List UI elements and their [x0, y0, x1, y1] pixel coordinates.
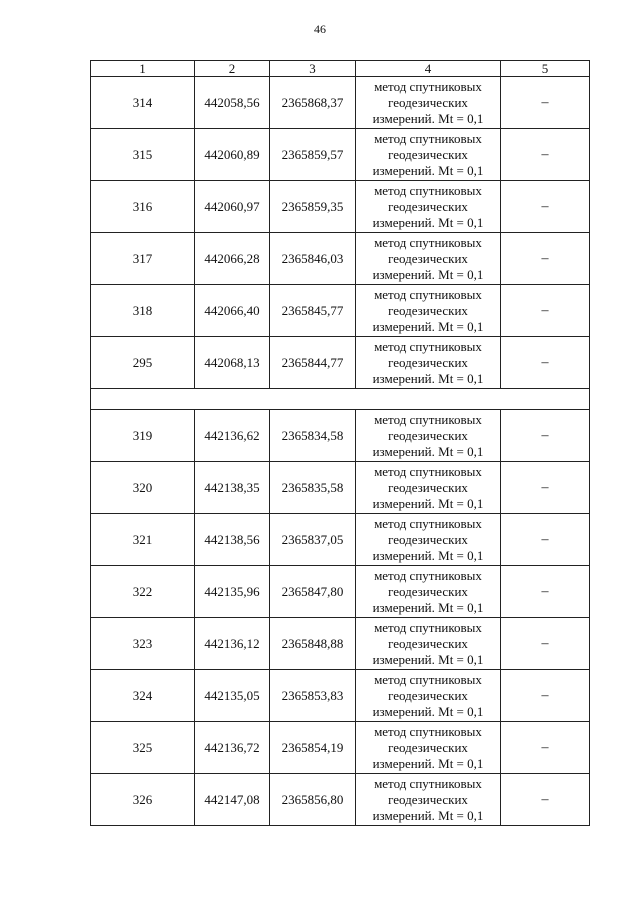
table-row — [91, 410, 590, 462]
point-number-cell: 326 — [91, 774, 195, 826]
method-line: метод спутниковых — [374, 671, 482, 687]
table-row — [91, 774, 590, 826]
method-line: измерений. Mt = 0,1 — [372, 651, 484, 667]
method-line: метод спутниковых — [374, 411, 482, 427]
method-line: измерений. Mt = 0,1 — [372, 807, 484, 823]
method-line: геодезических — [388, 198, 468, 214]
method-line: метод спутниковых — [374, 619, 482, 635]
table-row — [91, 566, 590, 618]
point-number-cell: 319 — [91, 410, 195, 462]
y-coordinate-cell: 2365853,83 — [270, 670, 356, 722]
x-coordinate-cell: 442138,35 — [195, 462, 270, 514]
point-number-cell: 322 — [91, 566, 195, 618]
column-header-4: 4 — [356, 61, 501, 77]
note-cell: – — [501, 129, 590, 181]
table-row — [91, 181, 590, 233]
note-cell: – — [501, 337, 590, 389]
method-line: измерений. Mt = 0,1 — [372, 370, 484, 386]
table-row — [91, 514, 590, 566]
x-coordinate-cell: 442068,13 — [195, 337, 270, 389]
method-line: геодезических — [388, 146, 468, 162]
method-line: геодезических — [388, 302, 468, 318]
note-cell: – — [501, 774, 590, 826]
method-line: геодезических — [388, 427, 468, 443]
note-cell: – — [501, 722, 590, 774]
note-cell: – — [501, 181, 590, 233]
method-line: геодезических — [388, 635, 468, 651]
note-cell: – — [501, 462, 590, 514]
method-line: метод спутниковых — [374, 78, 482, 94]
x-coordinate-cell: 442058,56 — [195, 77, 270, 129]
note-cell: – — [501, 670, 590, 722]
method-line: метод спутниковых — [374, 775, 482, 791]
method-line: измерений. Mt = 0,1 — [372, 110, 484, 126]
y-coordinate-cell: 2365859,57 — [270, 129, 356, 181]
y-coordinate-cell: 2365848,88 — [270, 618, 356, 670]
method-line: измерений. Mt = 0,1 — [372, 266, 484, 282]
method-line: геодезических — [388, 94, 468, 110]
note-cell: – — [501, 514, 590, 566]
method-cell — [356, 514, 501, 566]
x-coordinate-cell: 442138,56 — [195, 514, 270, 566]
method-cell — [356, 670, 501, 722]
table-row — [91, 618, 590, 670]
column-header-1: 1 — [91, 61, 195, 77]
method-line: геодезических — [388, 479, 468, 495]
y-coordinate-cell: 2365854,19 — [270, 722, 356, 774]
page-number: 46 — [314, 22, 326, 36]
table-row — [91, 670, 590, 722]
x-coordinate-cell: 442135,96 — [195, 566, 270, 618]
method-cell — [356, 181, 501, 233]
x-coordinate-cell: 442147,08 — [195, 774, 270, 826]
point-number-cell: 318 — [91, 285, 195, 337]
method-line: измерений. Mt = 0,1 — [372, 214, 484, 230]
y-coordinate-cell: 2365859,35 — [270, 181, 356, 233]
point-number-cell: 323 — [91, 618, 195, 670]
point-number-cell: 316 — [91, 181, 195, 233]
x-coordinate-cell: 442136,62 — [195, 410, 270, 462]
method-line: измерений. Mt = 0,1 — [372, 318, 484, 334]
y-coordinate-cell: 2365856,80 — [270, 774, 356, 826]
x-coordinate-cell: 442136,12 — [195, 618, 270, 670]
y-coordinate-cell: 2365868,37 — [270, 77, 356, 129]
y-coordinate-cell: 2365846,03 — [270, 233, 356, 285]
method-line: геодезических — [388, 250, 468, 266]
method-cell — [356, 233, 501, 285]
method-cell — [356, 77, 501, 129]
method-cell — [356, 129, 501, 181]
method-line: метод спутниковых — [374, 515, 482, 531]
separator-cell — [91, 389, 590, 410]
point-number-cell: 320 — [91, 462, 195, 514]
column-header-5: 5 — [501, 61, 590, 77]
method-line: геодезических — [388, 687, 468, 703]
x-coordinate-cell: 442060,89 — [195, 129, 270, 181]
method-line: метод спутниковых — [374, 234, 482, 250]
method-line: измерений. Mt = 0,1 — [372, 443, 484, 459]
table-row — [91, 337, 590, 389]
method-cell — [356, 337, 501, 389]
y-coordinate-cell: 2365847,80 — [270, 566, 356, 618]
method-line: метод спутниковых — [374, 338, 482, 354]
note-cell: – — [501, 77, 590, 129]
method-line: метод спутниковых — [374, 723, 482, 739]
x-coordinate-cell: 442135,05 — [195, 670, 270, 722]
y-coordinate-cell: 2365844,77 — [270, 337, 356, 389]
y-coordinate-cell: 2365835,58 — [270, 462, 356, 514]
point-number-cell: 315 — [91, 129, 195, 181]
method-line: метод спутниковых — [374, 463, 482, 479]
separator-row — [91, 389, 590, 410]
method-line: метод спутниковых — [374, 567, 482, 583]
method-line: геодезических — [388, 531, 468, 547]
point-number-cell: 314 — [91, 77, 195, 129]
method-cell — [356, 722, 501, 774]
method-line: измерений. Mt = 0,1 — [372, 547, 484, 563]
note-cell: – — [501, 233, 590, 285]
table-row — [91, 129, 590, 181]
x-coordinate-cell: 442066,28 — [195, 233, 270, 285]
column-header-2: 2 — [195, 61, 270, 77]
header-row — [91, 61, 590, 77]
column-header-3: 3 — [270, 61, 356, 77]
method-line: геодезических — [388, 583, 468, 599]
method-line: метод спутниковых — [374, 182, 482, 198]
method-line: геодезических — [388, 791, 468, 807]
note-cell: – — [501, 285, 590, 337]
coordinates-table — [90, 60, 590, 826]
note-cell: – — [501, 410, 590, 462]
method-line: геодезических — [388, 354, 468, 370]
table-row — [91, 233, 590, 285]
x-coordinate-cell: 442066,40 — [195, 285, 270, 337]
table-row — [91, 462, 590, 514]
method-line: метод спутниковых — [374, 130, 482, 146]
method-line: измерений. Mt = 0,1 — [372, 162, 484, 178]
table-row — [91, 285, 590, 337]
y-coordinate-cell: 2365837,05 — [270, 514, 356, 566]
point-number-cell: 324 — [91, 670, 195, 722]
method-cell — [356, 410, 501, 462]
point-number-cell: 317 — [91, 233, 195, 285]
point-number-cell: 325 — [91, 722, 195, 774]
method-cell — [356, 285, 501, 337]
method-line: измерений. Mt = 0,1 — [372, 755, 484, 771]
table-row — [91, 77, 590, 129]
method-line: измерений. Mt = 0,1 — [372, 703, 484, 719]
y-coordinate-cell: 2365834,58 — [270, 410, 356, 462]
method-line: измерений. Mt = 0,1 — [372, 599, 484, 615]
method-line: геодезических — [388, 739, 468, 755]
table-row — [91, 722, 590, 774]
method-line: измерений. Mt = 0,1 — [372, 495, 484, 511]
method-cell — [356, 566, 501, 618]
x-coordinate-cell: 442060,97 — [195, 181, 270, 233]
note-cell: – — [501, 566, 590, 618]
point-number-cell: 321 — [91, 514, 195, 566]
method-cell — [356, 462, 501, 514]
note-cell: – — [501, 618, 590, 670]
y-coordinate-cell: 2365845,77 — [270, 285, 356, 337]
x-coordinate-cell: 442136,72 — [195, 722, 270, 774]
method-line: метод спутниковых — [374, 286, 482, 302]
method-cell — [356, 618, 501, 670]
point-number-cell: 295 — [91, 337, 195, 389]
method-cell — [356, 774, 501, 826]
